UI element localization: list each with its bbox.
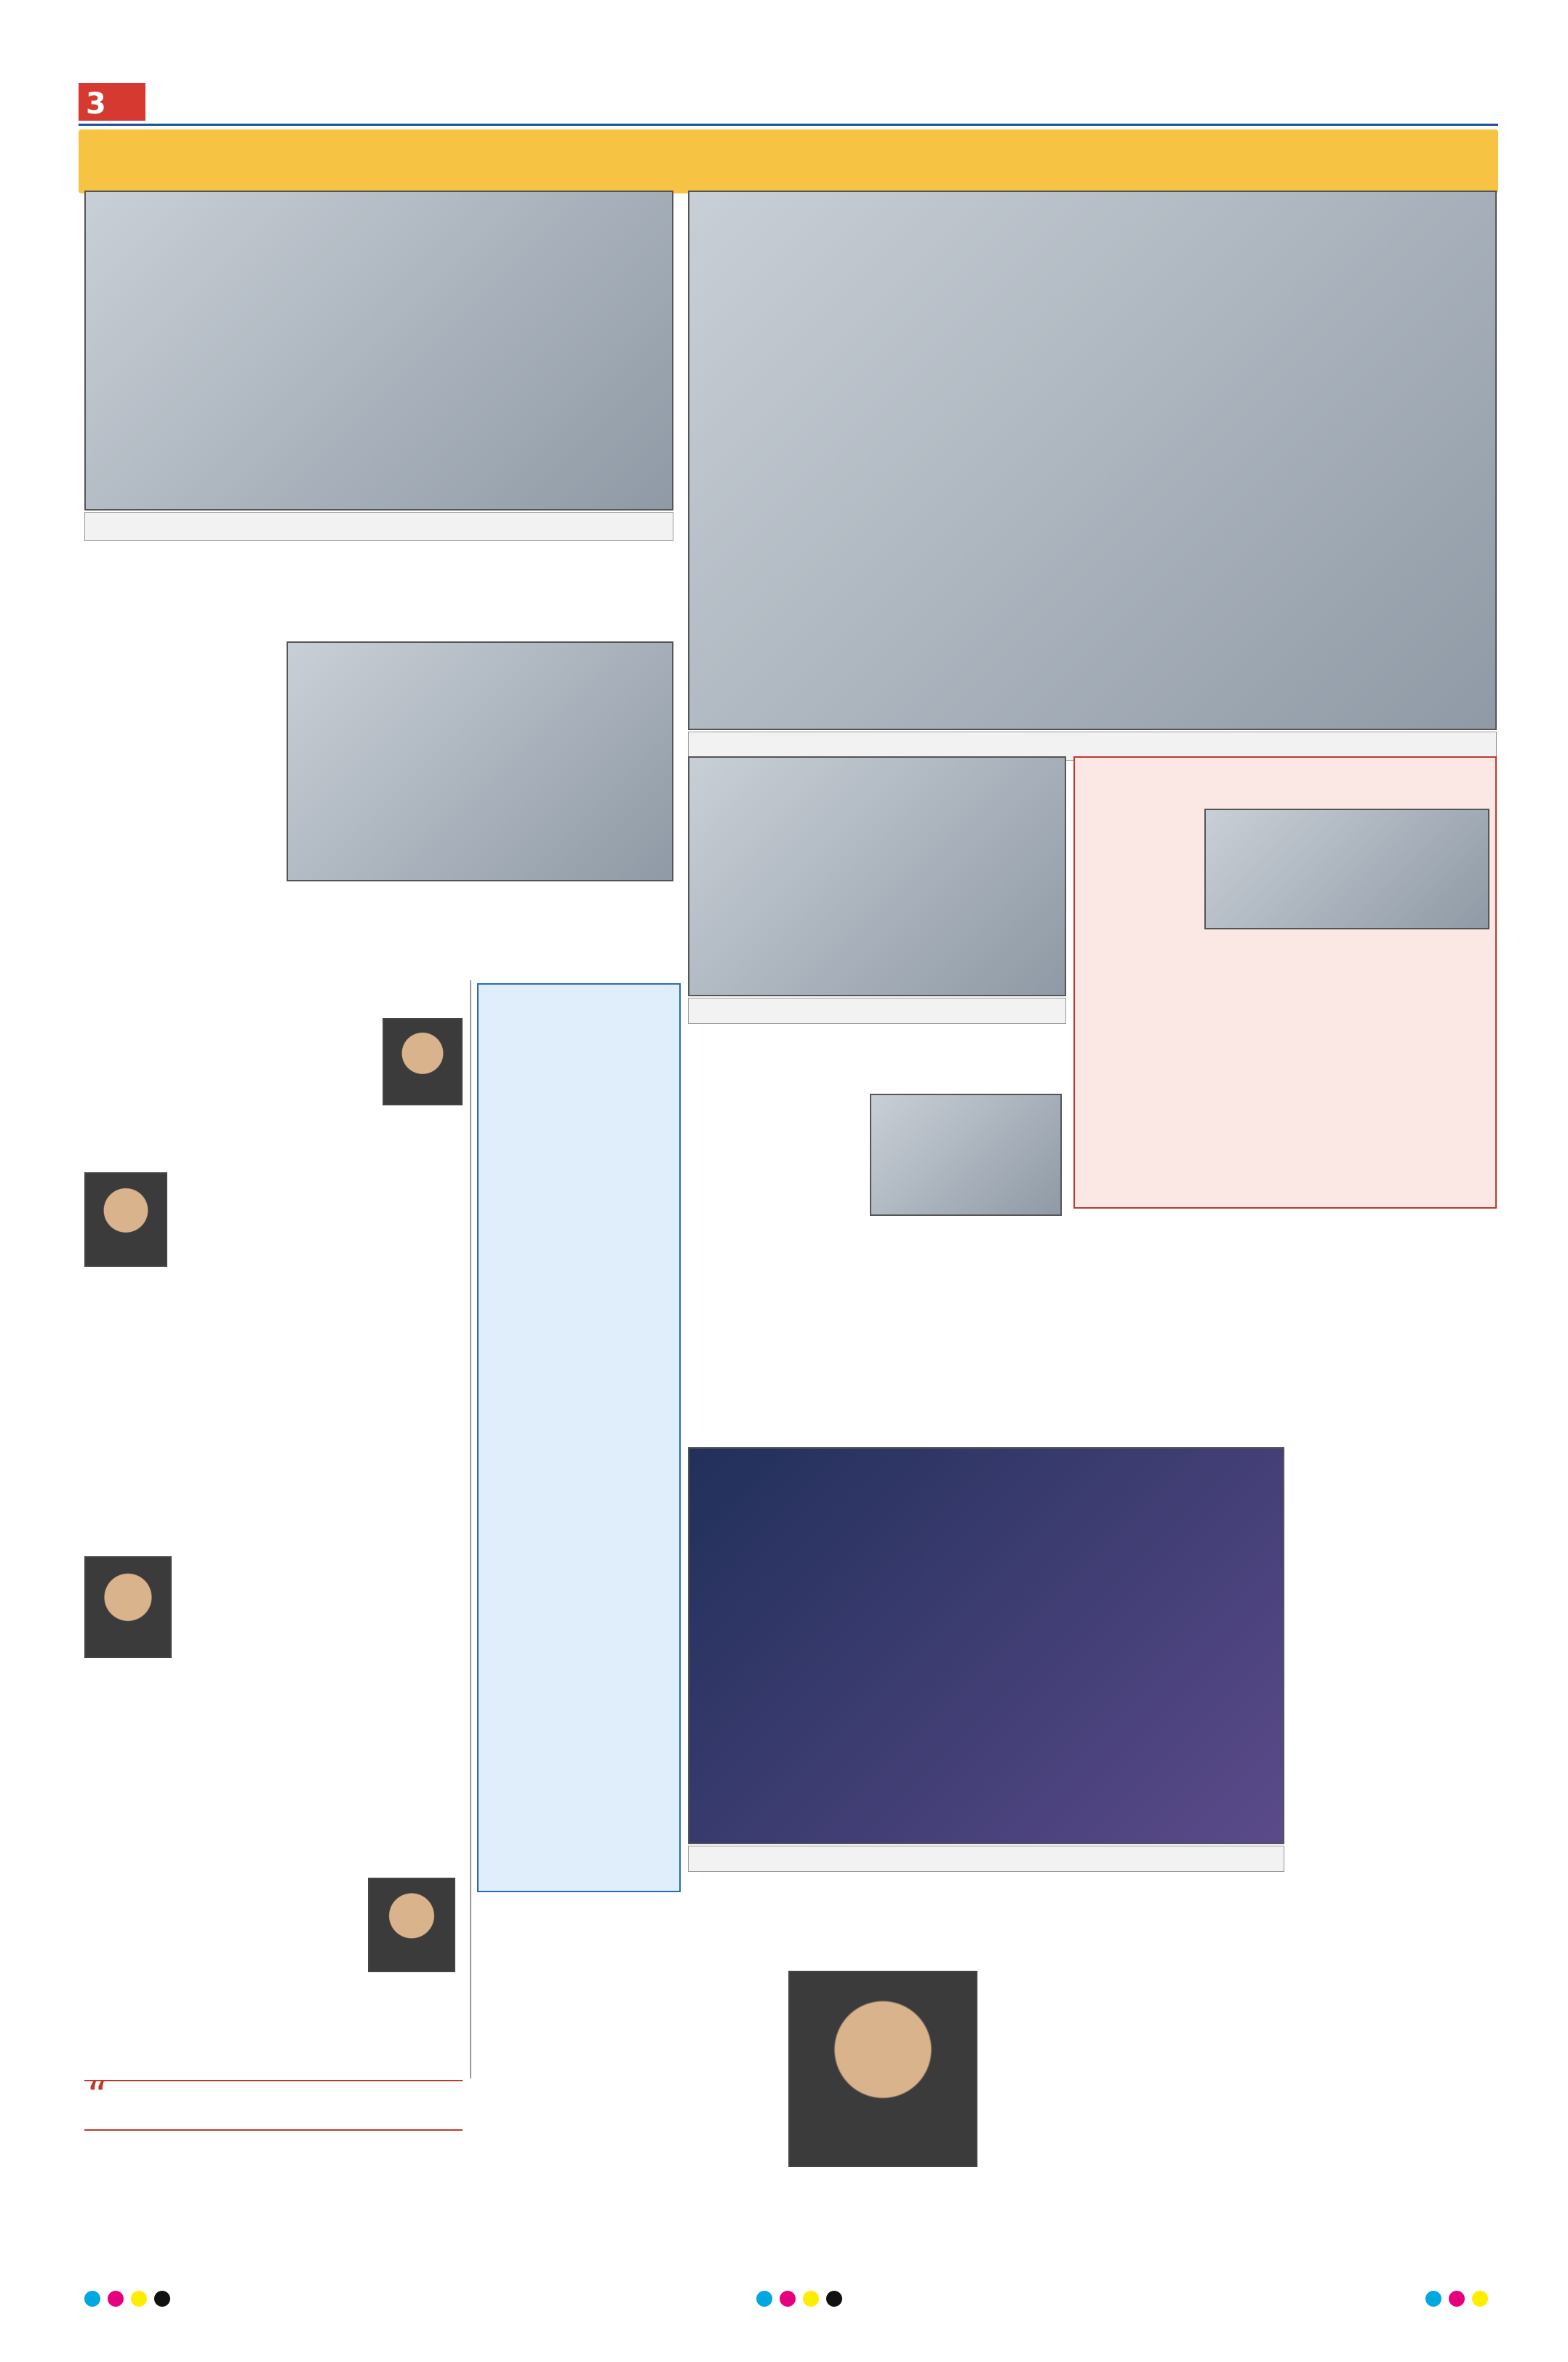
reg-dot-cyan-3 (1425, 2291, 1441, 2307)
petrol-body-cont (688, 1222, 1066, 1440)
bottom-body (477, 1963, 1497, 2269)
covid-body (1081, 1088, 1489, 1206)
story1-headline (84, 544, 673, 640)
photo-night-rally (688, 1447, 1284, 1844)
reg-dot-cyan-2 (756, 2291, 772, 2307)
portrait-4 (368, 1878, 455, 1972)
photo-night-caption (688, 1846, 1284, 1872)
covid-headline (1081, 1052, 1489, 1086)
portrait-2 (84, 1172, 167, 1267)
mekedatu-cm-body (1073, 1270, 1497, 1437)
siddaramaiah-headline (1292, 1447, 1497, 1603)
photo-crowd (688, 191, 1497, 730)
reg-dot-black-2 (826, 2291, 842, 2307)
photo-stage (84, 191, 673, 511)
left-col-divider (470, 980, 471, 2078)
reg-dot-yellow-3 (1472, 2291, 1488, 2307)
photo-petrol-pump (870, 1094, 1062, 1216)
jari-body (1081, 798, 1197, 937)
reg-dot-magenta-3 (1449, 2291, 1465, 2307)
portrait-1 (383, 1018, 463, 1105)
siddaramaiah-body (1292, 1607, 1497, 1869)
blue-box-body (483, 1156, 675, 1883)
page-label: 3 (79, 83, 145, 121)
left-s1-headline (84, 983, 463, 1009)
story1-body-cont (287, 884, 673, 976)
headline-band (79, 129, 1498, 193)
quote-text (121, 2084, 460, 2129)
reg-dot-yellow-2 (803, 2291, 819, 2307)
reg-dot-cyan (84, 2291, 100, 2307)
paper-name (669, 83, 902, 121)
jari-headline (1081, 761, 1488, 797)
issue-date (1091, 86, 1498, 121)
masthead-rule (79, 124, 1498, 126)
portrait-cm (788, 1971, 977, 2167)
reg-dot-magenta-2 (780, 2291, 796, 2307)
left-s1-body (84, 1011, 375, 1120)
story1-body (84, 641, 281, 976)
bottom-subheadline (477, 1921, 1497, 1959)
photo-dance-caption (688, 998, 1066, 1024)
quote-mark-icon: “ (87, 2073, 108, 2118)
photo-fallen (1204, 809, 1489, 929)
photo-stage-caption (84, 512, 673, 541)
jari-body-cont (1081, 938, 1489, 1047)
blue-box-headline (483, 989, 675, 1149)
mekedatu-cm-headline (1073, 1213, 1497, 1268)
photo-dance (688, 756, 1066, 996)
photo-river (287, 641, 673, 881)
left-s3-headline (84, 1498, 463, 1524)
petrol-headline (688, 1030, 1066, 1063)
left-s4-headline (84, 1834, 463, 1860)
section-name (153, 86, 371, 121)
reg-dot-magenta (108, 2291, 124, 2307)
bottom-headline (477, 1876, 1497, 1921)
left-s2-headline (84, 1124, 463, 1150)
reg-dot-black (154, 2291, 170, 2307)
portrait-3 (84, 1556, 172, 1658)
reg-dot-yellow (131, 2291, 147, 2307)
